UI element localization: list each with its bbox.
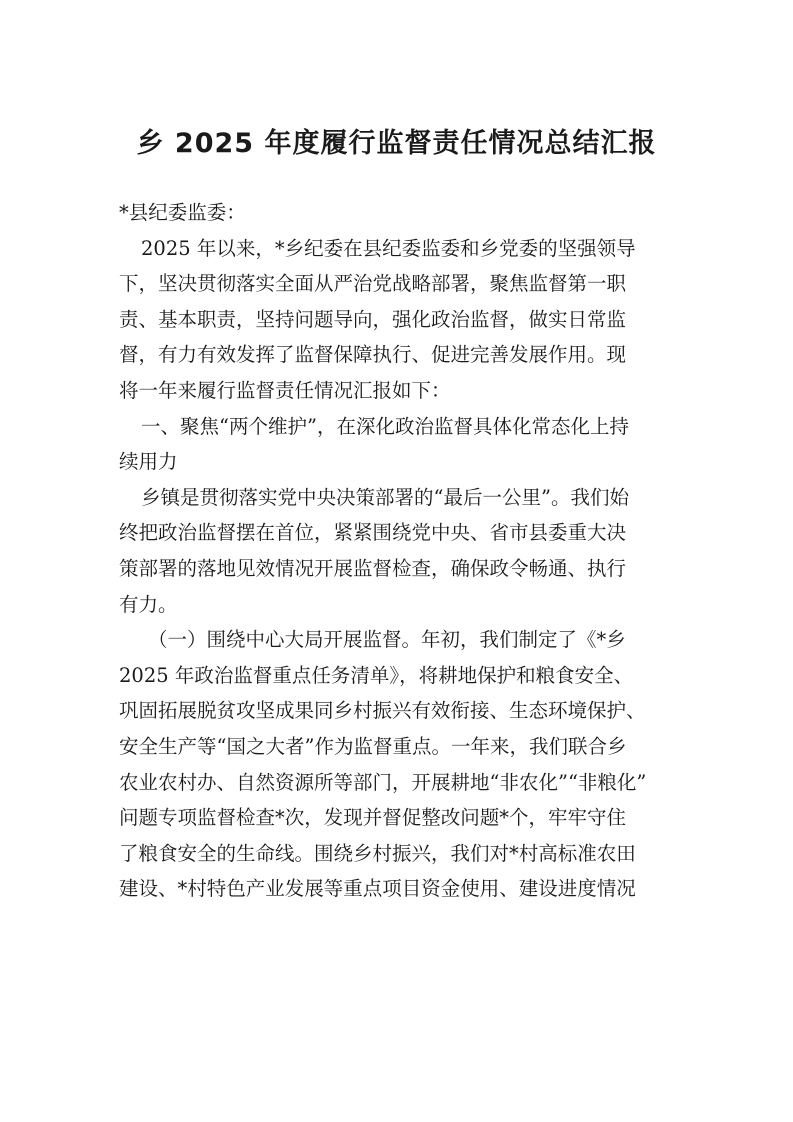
- subsection-line: （一）围绕中心大局开展监督。年初，我们制定了《*乡: [148, 628, 626, 652]
- paragraph-line: 问题专项监督检查*次，发现并督促整改问题*个，牢牢守住: [119, 806, 627, 830]
- paragraph-line: 终把政治监督摆在首位，紧紧围绕党中央、省市县委重大决: [119, 521, 627, 545]
- paragraph-line: 巩固拓展脱贫攻坚成果同乡村振兴有效衔接、生态环境保护、: [119, 699, 646, 723]
- paragraph-line: 农业农村办、自然资源所等部门，开展耕地“非农化”“非粮化”: [119, 770, 647, 794]
- paragraph-line: 乡镇是贯彻落实党中央决策部署的“最后一公里”。我们始: [141, 485, 629, 509]
- paragraph-line: 2025 年政治监督重点任务清单》，将耕地保护和粮食安全、: [119, 663, 634, 687]
- paragraph-line: 督，有力有效发挥了监督保障执行、促进完善发展作用。现: [119, 343, 627, 367]
- paragraph-line: 有力。: [119, 592, 178, 616]
- paragraph-line: 责、基本职责，坚持问题导向，强化政治监督，做实日常监: [119, 307, 627, 331]
- document-body: [119, 195, 679, 907]
- paragraph-line: 安全生产等“国之大者”作为监督重点。一年来，我们联合乡: [119, 734, 627, 758]
- paragraph-line: 2025 年以来，*乡纪委在县纪委监委和乡党委的坚强领导: [141, 236, 636, 260]
- section-heading-line: 续用力: [119, 450, 178, 474]
- document-title: 乡 2025 年度履行监督责任情况总结汇报: [136, 128, 657, 159]
- salutation-line: *县纪委监委：: [119, 201, 246, 224]
- paragraph-line: 策部署的落地见效情况开展监督检查，确保政令畅通、执行: [119, 556, 627, 580]
- paragraph-line: 将一年来履行监督责任情况汇报如下：: [119, 378, 451, 402]
- paragraph-line: 建设、*村特色产业发展等重点项目资金使用、建设进度情况: [119, 877, 636, 901]
- paragraph-line: 了粮食安全的生命线。围绕乡村振兴，我们对*村高标准农田: [119, 841, 636, 865]
- paragraph-line: 下，坚决贯彻落实全面从严治党战略部署，聚焦监督第一职: [119, 272, 627, 296]
- section-heading-line: 一、聚焦“两个维护”，在深化政治监督具体化常态化上持: [141, 414, 629, 438]
